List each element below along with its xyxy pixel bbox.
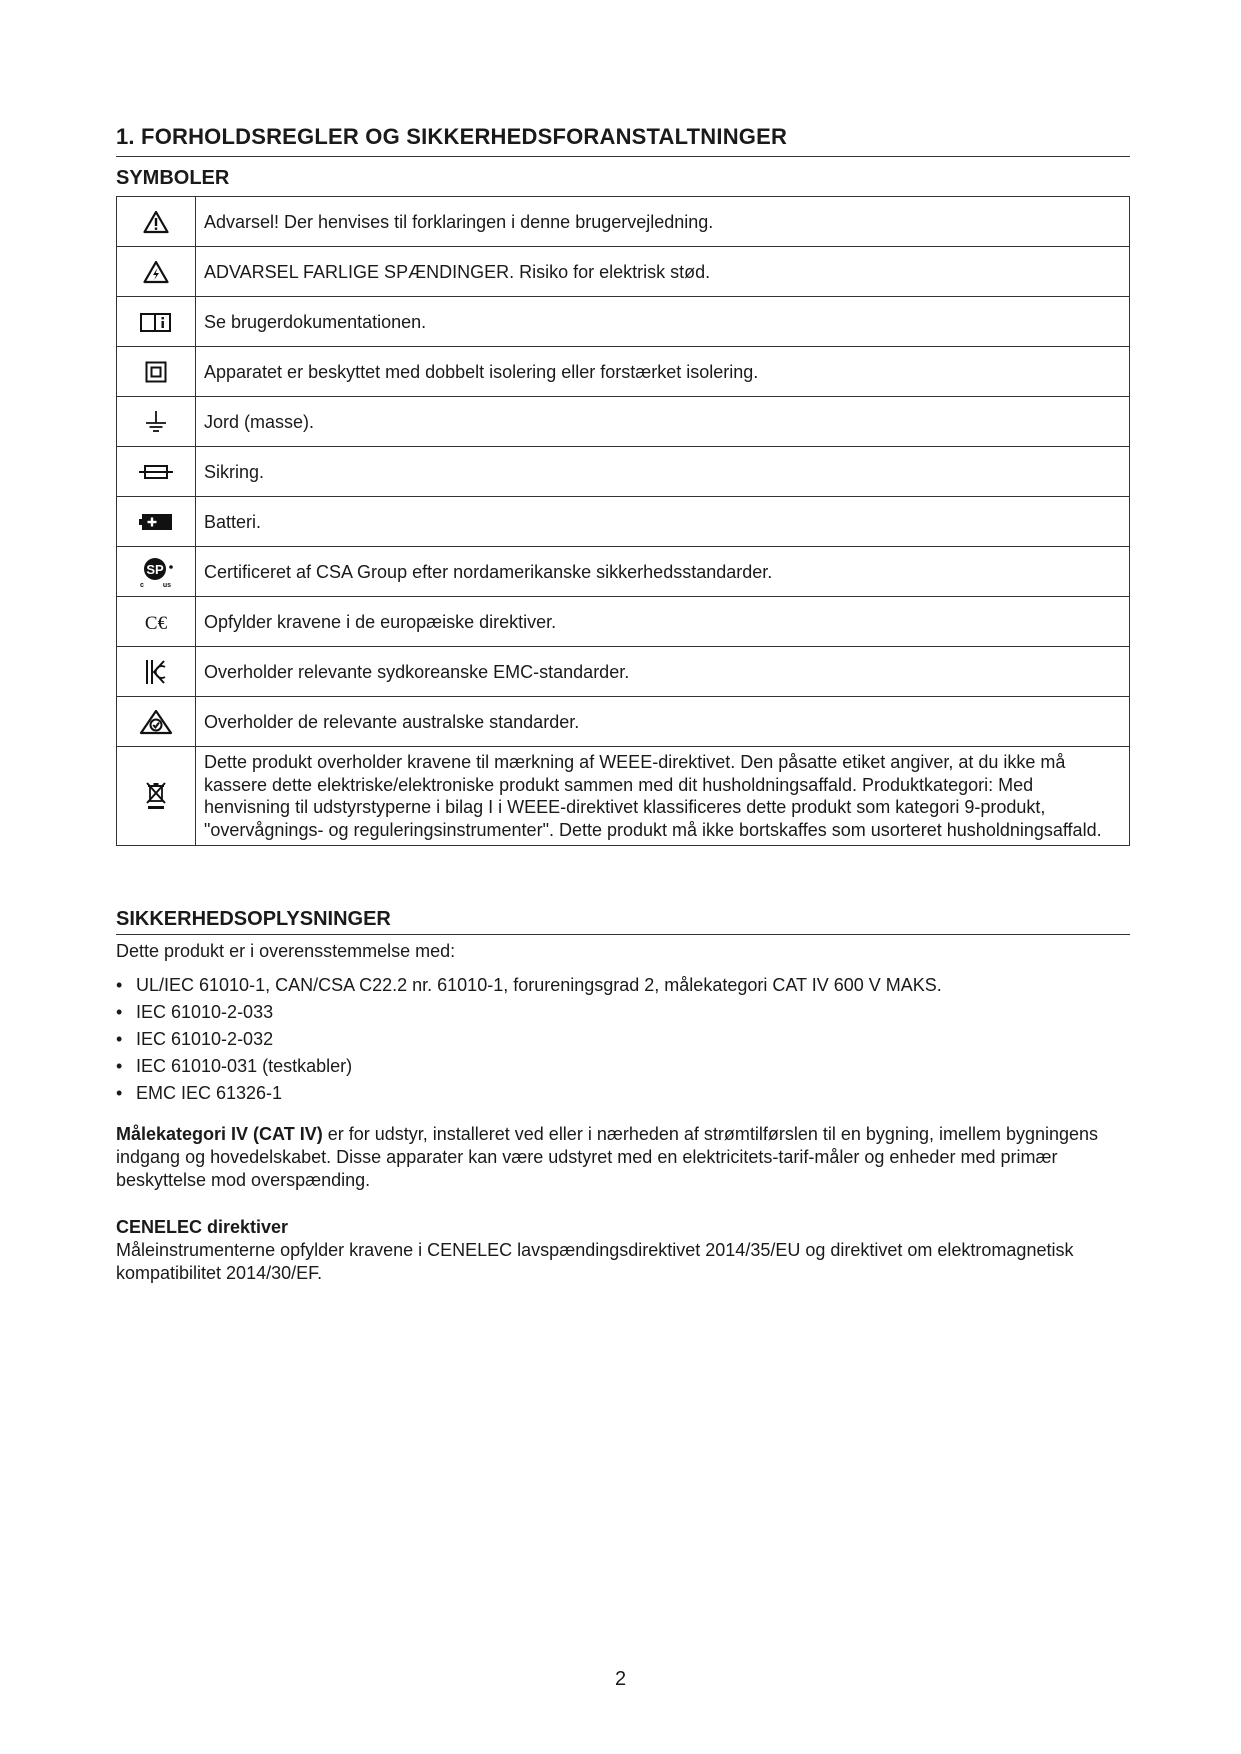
csa-mark-icon <box>136 556 176 588</box>
warning-triangle-icon <box>143 210 169 234</box>
symbol-description: Overholder relevante sydkoreanske EMC-standarder. <box>196 647 1130 697</box>
symbol-description: Advarsel! Der henvises til forklaringen i denne brugervejledning. <box>196 197 1130 247</box>
symbol-description: Certificeret af CSA Group efter nordamerikanske sikkerhedsstandarder. <box>196 547 1130 597</box>
cat-iv-text: er for udstyr, installeret ved eller i nærheden af strømtilførslen til en bygning, imellem bygningens indgang og hovedelskabet. Disse apparater kan være udstyret med en elektricitets-tarif-måler og enheder med primær beskyttelse mod overspænding. <box>116 1124 1099 1190</box>
kc-mark-icon <box>145 658 167 686</box>
safety-heading: SIKKERHEDSOPLYSNINGER <box>116 908 1130 935</box>
list-item: • EMC IEC 61326-1 <box>116 1080 1130 1107</box>
table-row <box>117 347 1130 397</box>
svg-text:SP: SP <box>146 561 164 577</box>
safety-intro: Dette produkt er i overensstemmelse med: <box>116 941 456 961</box>
symbol-description: Sikring. <box>196 447 1130 497</box>
symbol-description: ADVARSEL FARLIGE SPÆNDINGER. Risiko for elektrisk stød. <box>196 247 1130 297</box>
symbol-description: Jord (masse). <box>196 397 1130 447</box>
table-row <box>117 697 1130 747</box>
symbol-description: Apparatet er beskyttet med dobbelt isolering eller forstærket isolering. <box>196 347 1130 397</box>
symbol-description: Opfylder kravene i de europæiske direktiver. <box>196 597 1130 647</box>
double-insulation-icon <box>145 361 167 383</box>
list-item: • UL/IEC 61010-1, CAN/CSA C22.2 nr. 61010-1, forureningsgrad 2, målekategori CAT IV 600 V MAKS. <box>116 972 1130 999</box>
cenelec-block <box>116 1216 1130 1285</box>
svg-text:C€: C€ <box>144 613 168 633</box>
symbol-description: Overholder de relevante australske standarder. <box>196 697 1130 747</box>
table-row <box>117 547 1130 597</box>
standards-list <box>116 972 1130 1107</box>
symbol-description: Batteri. <box>196 497 1130 547</box>
symbol-description: Dette produkt overholder kravene til mærkning af WEEE-direktivet. Den påsatte etiket angiver, at du ikke må kassere dette elektriske/elektroniske produkt sammen med dit husholdningsaffald. Produktkategori: Med henvisning til udstyrstyperne i bilag I i WEEE-direktivet klassificeres dette produkt som kategori 9-produkt, "overvågnings- og reguleringsinstrumenter". Dette produkt må ikke bortskaffes som usorteret husholdningsaffald. <box>196 747 1130 846</box>
page-content <box>116 124 1130 1285</box>
symbols-table <box>116 196 1130 846</box>
manual-book-icon <box>139 311 173 333</box>
ce-mark-icon <box>142 612 170 632</box>
rcm-mark-icon <box>139 709 173 735</box>
table-row <box>117 247 1130 297</box>
table-row <box>117 447 1130 497</box>
table-row <box>117 747 1130 846</box>
battery-icon <box>139 513 173 531</box>
page-number: 2 <box>614 1668 627 1690</box>
ground-icon <box>144 410 168 434</box>
list-item: • IEC 61010-2-032 <box>116 1026 1130 1053</box>
cat-iv-label: Målekategori IV (CAT IV) <box>116 1124 323 1144</box>
table-row <box>117 297 1130 347</box>
cenelec-title: CENELEC direktiver <box>116 1217 289 1237</box>
list-item: • IEC 61010-2-033 <box>116 999 1130 1026</box>
fuse-icon <box>138 464 174 480</box>
table-row <box>117 647 1130 697</box>
weee-bin-icon <box>145 781 167 811</box>
high-voltage-triangle-icon <box>143 260 169 284</box>
svg-text:c: c <box>140 581 144 588</box>
list-item: • IEC 61010-031 (testkabler) <box>116 1053 1130 1080</box>
table-row <box>117 397 1130 447</box>
symbol-description: Se brugerdokumentationen. <box>196 297 1130 347</box>
svg-text:us: us <box>162 581 172 588</box>
table-row <box>117 497 1130 547</box>
cat-iv-paragraph <box>116 1123 1130 1192</box>
main-heading: 1. FORHOLDSREGLER OG SIKKERHEDSFORANSTALTNINGER <box>116 124 1130 157</box>
table-row <box>117 197 1130 247</box>
table-row <box>117 597 1130 647</box>
cenelec-text: Måleinstrumenterne opfylder kravene i CENELEC lavspændingsdirektivet 2014/35/EU og direktivet om elektromagnetisk kompatibilitet 2014/30/EF. <box>116 1240 1074 1283</box>
symbols-heading: SYMBOLER <box>116 167 230 189</box>
